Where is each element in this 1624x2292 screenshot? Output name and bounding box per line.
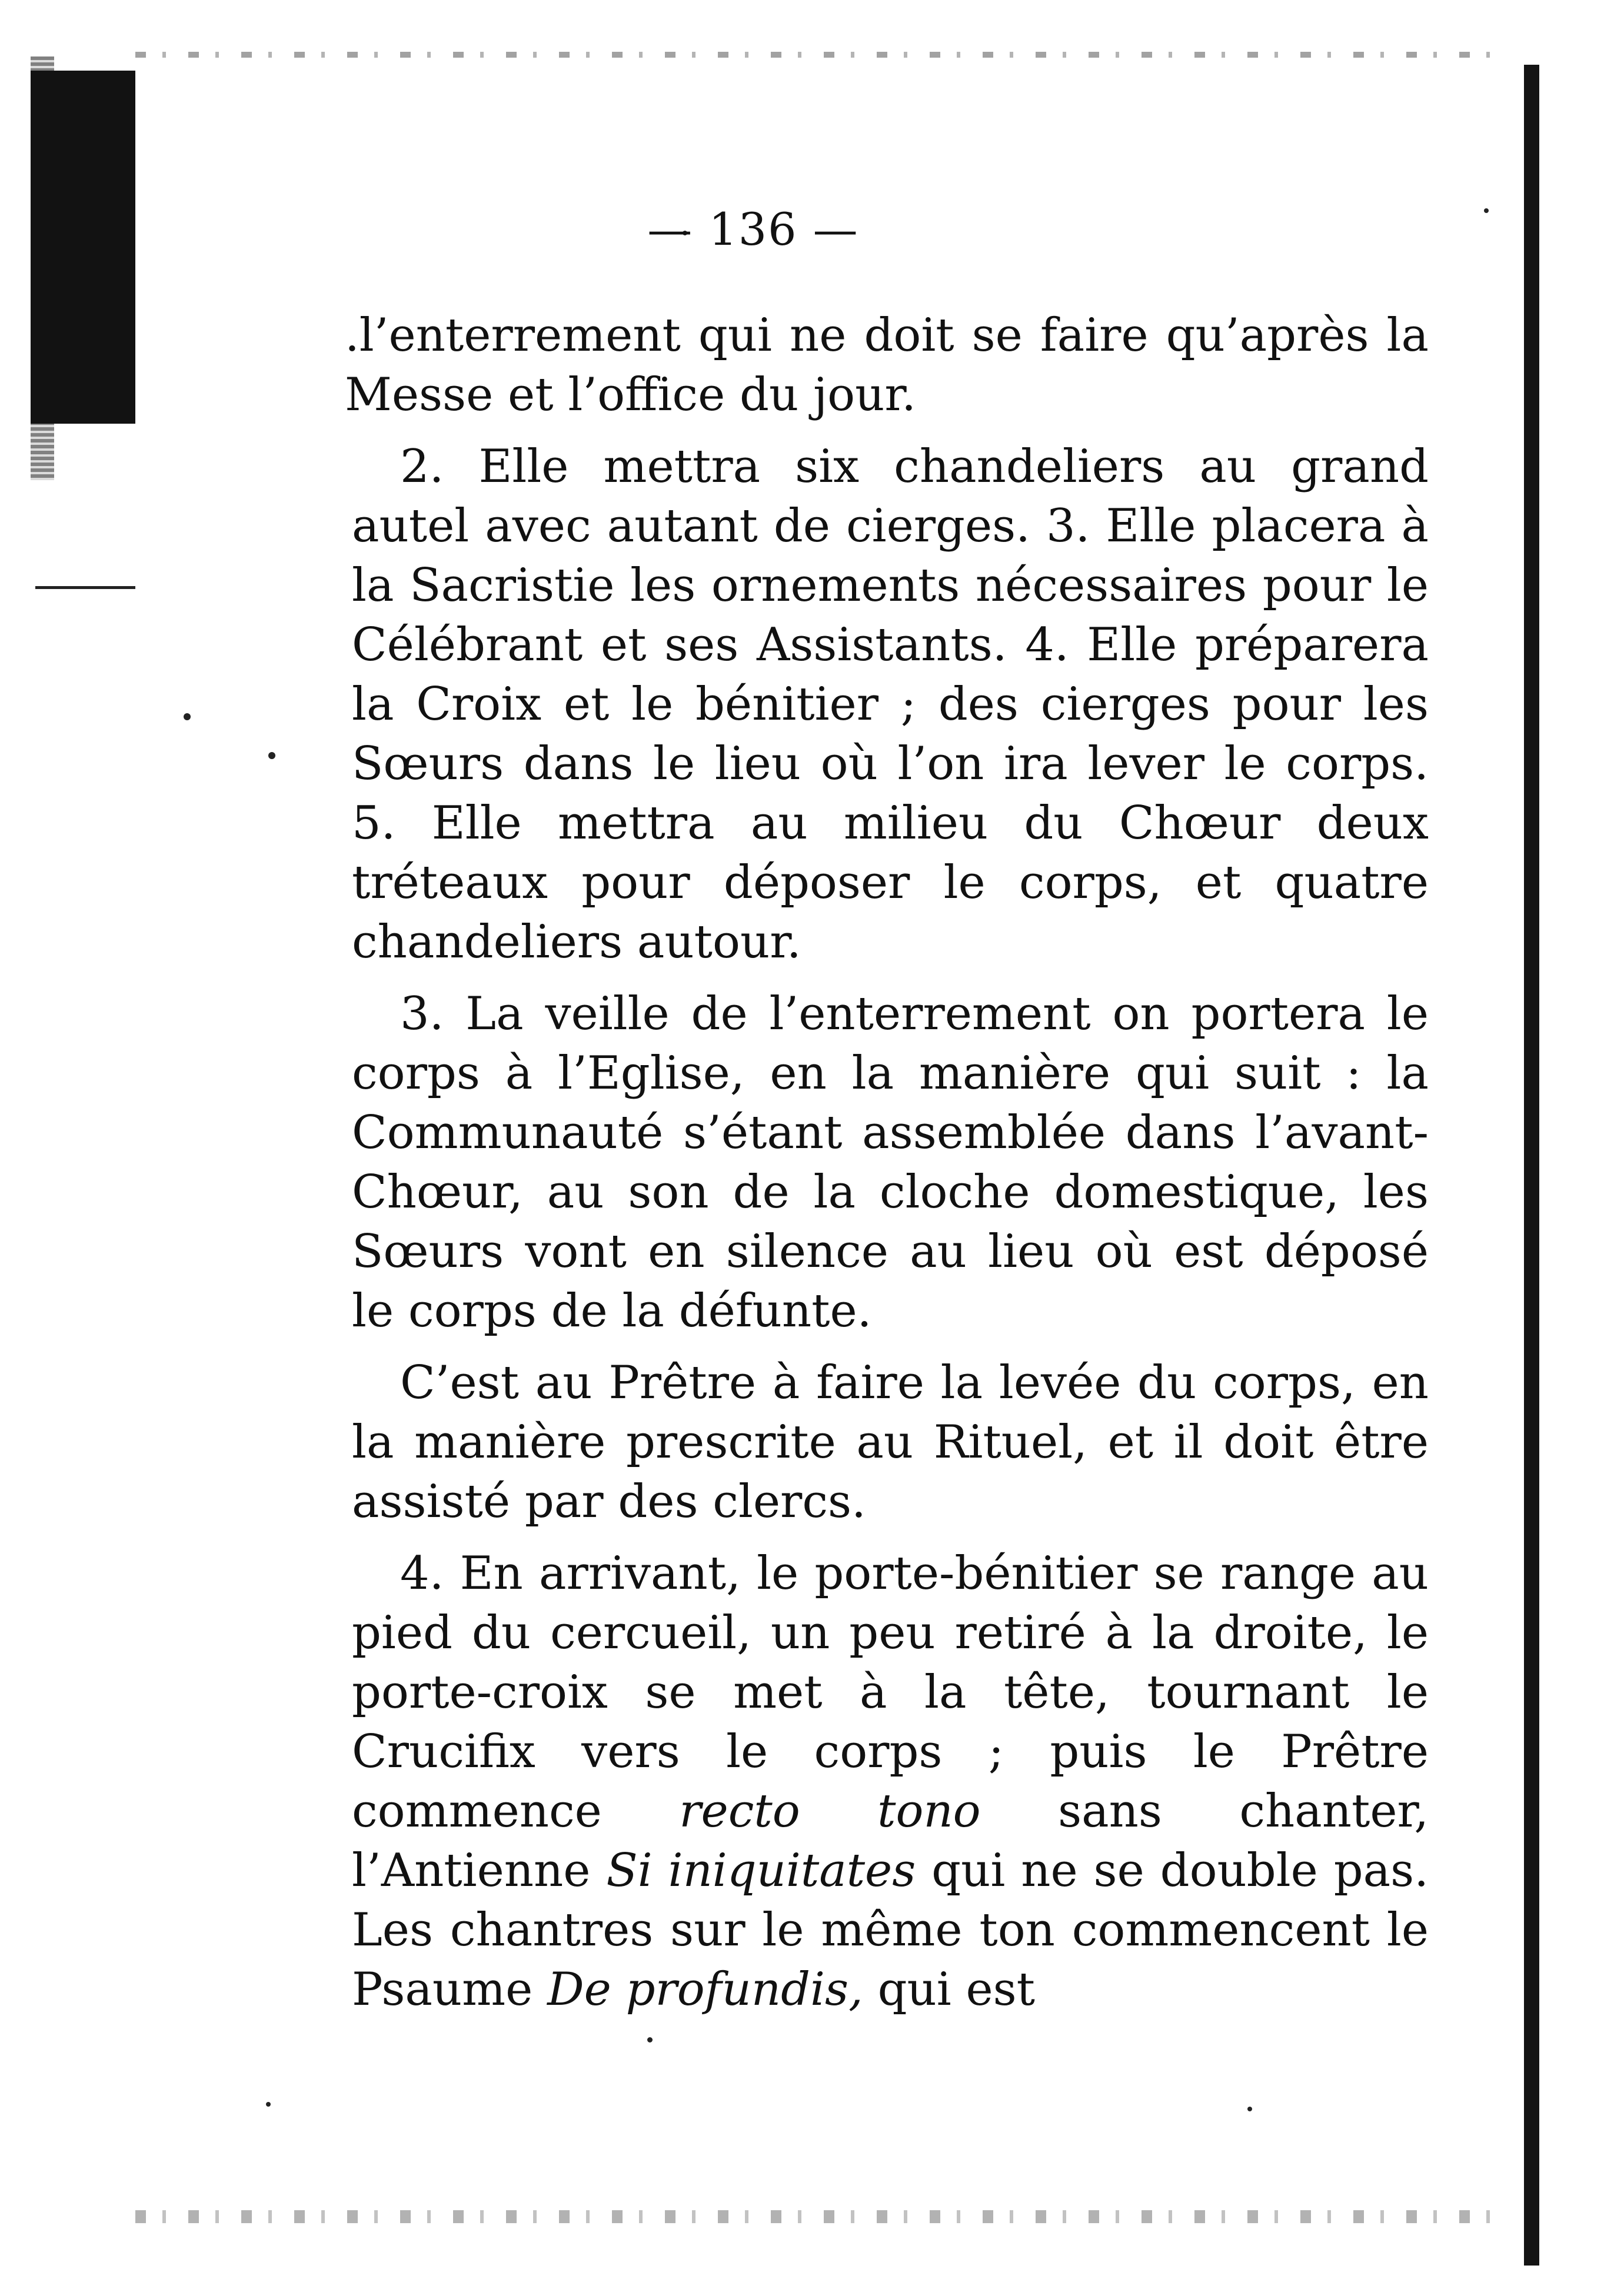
text-run: sans chanter, l’Antienne [352,1785,1429,1897]
scan-left-edge-shadow [31,71,135,424]
paragraph-p5 [352,1544,1429,2020]
text-run: 4. En arrivant, le porte-bénitier se range au pied du cercueil, un peu retiré à la droite, le porte-croix se met à la tête, tournant le Crucifix vers le corps ; puis le Prêtre commence [352,1547,1429,1838]
paragraph-p4 [352,1353,1429,1532]
scan-bottom-noise [135,2210,1512,2223]
scan-speck [647,2037,653,2042]
scan-top-noise [135,52,1512,58]
paragraph-p1 [345,306,1429,425]
text-run: qui est [863,1963,1036,2016]
scan-speck [268,752,275,759]
paragraph-p2 [352,437,1429,972]
paragraph-p3 [352,984,1429,1341]
scan-speck [184,713,191,720]
text-run: 2. Elle mettra six chandeliers au grand autel avec autant de cierges. 3. Elle placera à la Sacristie les ornements nécessaires pour le Célébrant et ses Assistants. 4. Elle préparera la Croix et le bénitier ; des cierges pour les Sœurs dans le lieu où l’on ira lever le corps. 5. Elle mettra au milieu du Chœur deux tréteaux pour déposer le corps, et quatre chandeliers autour. [352,440,1429,969]
text-run: C’est au Prêtre à faire la levée du corps, en la manière prescrite au Rituel, et il doit être assisté par des clercs. [352,1356,1429,1528]
text-block [345,306,1429,2032]
text-run: 3. La veille de l’enterrement on portera le corps à l’Eglise, en la manière qui suit : la Communauté s’étant assemblée dans l’avant-Chœur, au son de la cloche domestique, les Sœurs vont en silence au lieu où est déposé le corps de la défunte. [352,987,1429,1338]
italic-text: De profundis, [547,1963,863,2016]
scan-margin-rule [35,586,135,589]
italic-text: recto tono [679,1785,981,1838]
scan-right-edge-shadow [1524,65,1539,2266]
scan-speck [1247,2107,1252,2111]
italic-text: Si iniquitates [606,1844,916,1897]
text-run: qui ne se double pas. Les chantres sur le même ton commencent le Psaume [352,1844,1429,2016]
scan-speck [266,2102,271,2107]
page-number: — 136 — [647,203,859,255]
scan-speck [1484,208,1489,213]
text-run: .l’enterrement qui ne doit se faire qu’après la Messe et l’office du jour. [345,309,1429,421]
